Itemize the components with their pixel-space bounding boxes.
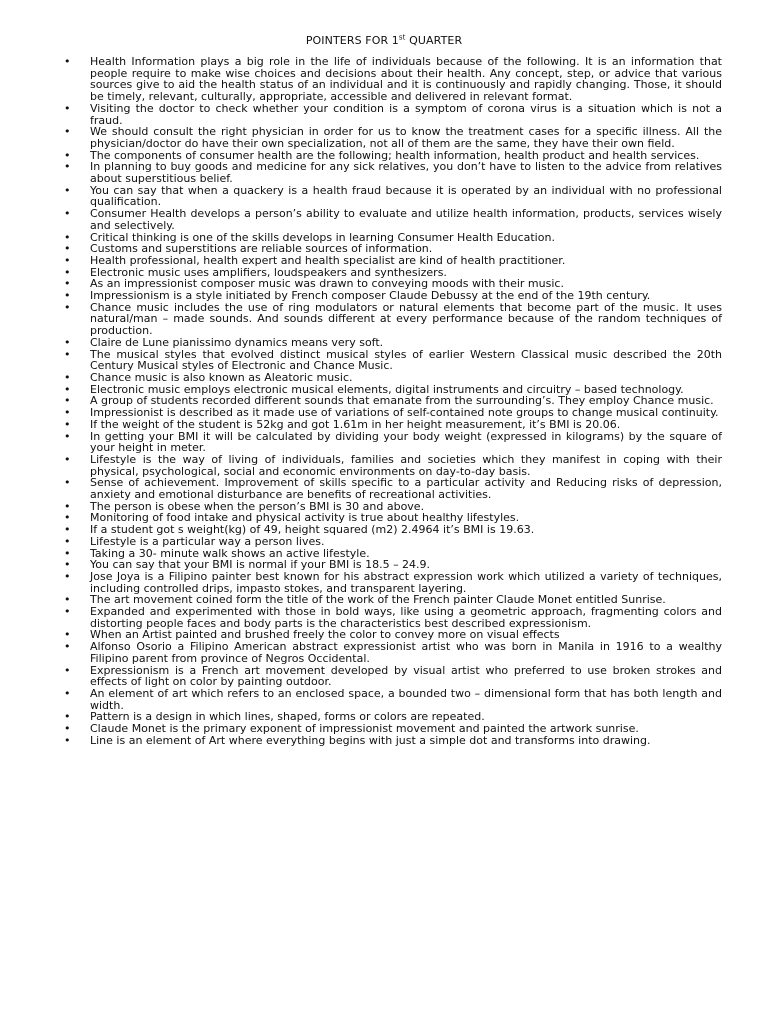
list-item: • Expanded and experimented with those in bold ways, like using a geometric approach, fragmenting colors and distorting people faces and body parts is the characteristics best described expressionism.: [62, 606, 722, 629]
title-rest: QUARTER: [405, 34, 463, 47]
title-ordinal-suffix: st: [398, 33, 406, 42]
list-item: • Critical thinking is one of the skills develops in learning Consumer Health Education.: [62, 232, 722, 244]
list-item: • In planning to buy goods and medicine for any sick relatives, you don’t have to listen to the advice from relatives about superstitious belief.: [62, 161, 722, 184]
list-item: • The musical styles that evolved distinct musical styles of earlier Western Classical music described the 20th Century Musical styles of Electronic and Chance Music.: [62, 349, 722, 372]
title-main: POINTERS FOR 1: [305, 34, 399, 47]
list-item: • Lifestyle is the way of living of individuals, families and societies which they manifest in coping with their physical, psychological, social and economic environments on day-to-day basis.: [62, 454, 722, 477]
list-item: • Line is an element of Art where everything begins with just a simple dot and transforms into drawing.: [62, 735, 722, 747]
list-item: • If a student got s weight(kg) of 49, height squared (m2) 2.4964 it’s BMI is 19.63.: [62, 524, 722, 536]
list-item: • Monitoring of food intake and physical activity is true about healthy lifestyles.: [62, 512, 722, 524]
list-item: • When an Artist painted and brushed freely the color to convey more on visual effects: [62, 629, 722, 641]
list-item: • Chance music includes the use of ring modulators or natural elements that become part of the music. It uses natural/man – made sounds. And sounds different at every performance because of the random techniques of production.: [62, 302, 722, 337]
list-item: • As an impressionist composer music was drawn to conveying moods with their music.: [62, 278, 722, 290]
pointers-list: [62, 56, 722, 746]
list-item: • Sense of achievement. Improvement of skills specific to a particular activity and Reducing risks of depression, anxiety and emotional disturbance are benefits of recreational activities.: [62, 477, 722, 500]
list-item: • We should consult the right physician in order for us to know the treatment cases for a specific illness. All the physician/doctor do have their own specialization, not all of them are the same, they have their own field.: [62, 126, 722, 149]
list-item: • A group of students recorded different sounds that emanate from the surrounding’s. They employ Chance music.: [62, 395, 722, 407]
list-item: • In getting your BMI it will be calculated by dividing your body weight (expressed in kilograms) by the square of your height in meter.: [62, 431, 722, 454]
list-item: • Impressionism is a style initiated by French composer Claude Debussy at the end of the 19th century.: [62, 290, 722, 302]
list-item: • Lifestyle is a particular way a person lives.: [62, 536, 722, 548]
list-item: • Customs and superstitions are reliable sources of information.: [62, 243, 722, 255]
list-item: • Taking a 30- minute walk shows an active lifestyle.: [62, 548, 722, 560]
list-item: • Health Information plays a big role in the life of individuals because of the following. It is an information that people require to make wise choices and decisions about their health. Any concept, step, or advice that various sources give to aid the health status of an individual and it is continuously and rapidly changing. Those, it should be timely, relevant, culturally, appropriate, accessible and delivered in relevant format.: [62, 56, 722, 103]
list-item: • You can say that your BMI is normal if your BMI is 18.5 – 24.9.: [62, 559, 722, 571]
list-item: • Electronic music employs electronic musical elements, digital instruments and circuitry – based technology.: [62, 384, 722, 396]
list-item: • Jose Joya is a Filipino painter best known for his abstract expression work which utilized a variety of techniques, including controlled drips, impasto stokes, and transparent layering.: [62, 571, 722, 594]
list-item: • The person is obese when the person’s BMI is 30 and above.: [62, 501, 722, 513]
list-item: • The components of consumer health are the following; health information, health product and health services.: [62, 150, 722, 162]
list-item: • Claude Monet is the primary exponent of impressionist movement and painted the artwork sunrise.: [62, 723, 722, 735]
list-item: • Pattern is a design in which lines, shaped, forms or colors are repeated.: [62, 711, 722, 723]
list-item: • Electronic music uses amplifiers, loudspeakers and synthesizers.: [62, 267, 722, 279]
list-item: • You can say that when a quackery is a health fraud because it is operated by an individual with no professional qualification.: [62, 185, 722, 208]
list-item: • Impressionist is described as it made use of variations of self-contained note groups to change musical continuity.: [62, 407, 722, 419]
list-item: • Claire de Lune pianissimo dynamics means very soft.: [62, 337, 722, 349]
list-item: • Expressionism is a French art movement developed by visual artist who preferred to use broken strokes and effects of light on color by painting outdoor.: [62, 665, 722, 688]
page-title: [0, 34, 768, 48]
list-item: • Health professional, health expert and health specialist are kind of health practitioner.: [62, 255, 722, 267]
list-item: • An element of art which refers to an enclosed space, a bounded two – dimensional form that has both length and width.: [62, 688, 722, 711]
list-item: • Consumer Health develops a person’s ability to evaluate and utilize health information, products, services wisely and selectively.: [62, 208, 722, 231]
list-item: • If the weight of the student is 52kg and got 1.61m in her height measurement, it’s BMI is 20.06.: [62, 419, 722, 431]
list-item: • Chance music is also known as Aleatoric music.: [62, 372, 722, 384]
list-item: • Alfonso Osorio a Filipino American abstract expressionist artist who was born in Manila in 1916 to a wealthy Filipino parent from province of Negros Occidental.: [62, 641, 722, 664]
list-item: • Visiting the doctor to check whether your condition is a symptom of corona virus is a situation which is not a fraud.: [62, 103, 722, 126]
list-item: • The art movement coined form the title of the work of the French painter Claude Monet entitled Sunrise.: [62, 594, 722, 606]
